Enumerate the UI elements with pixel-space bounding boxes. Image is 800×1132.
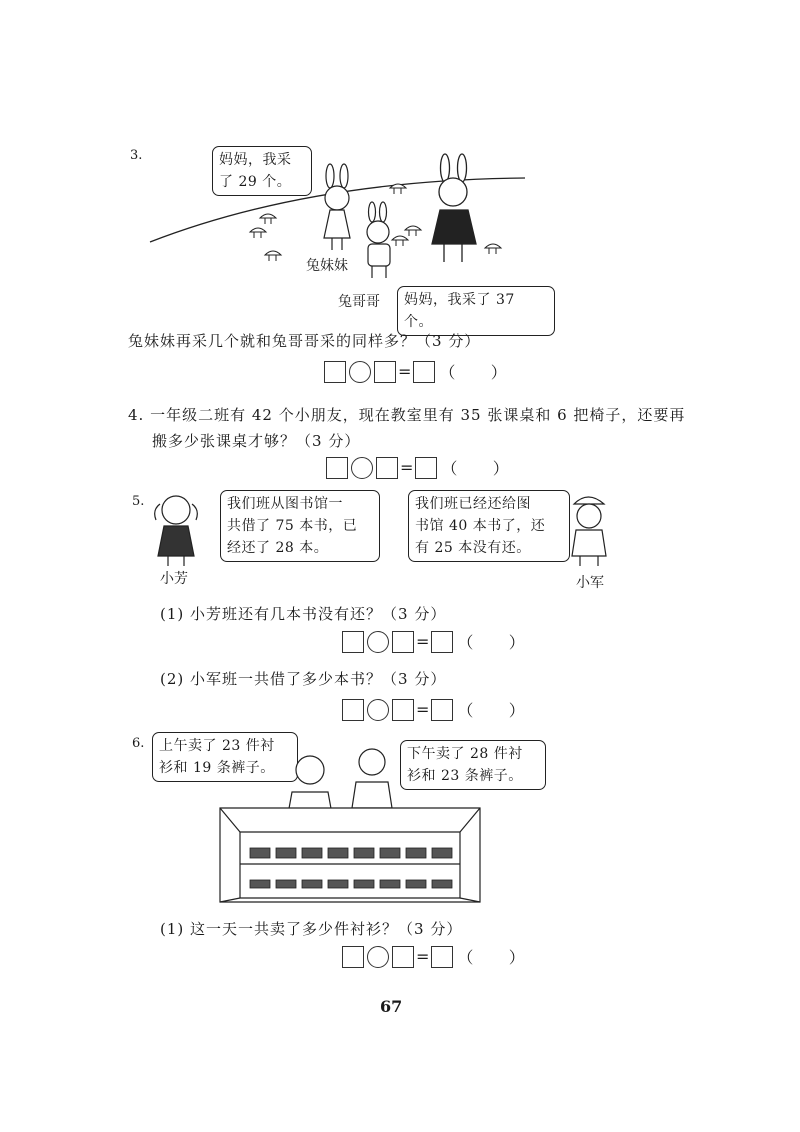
q3-bubble-brother [397,286,555,336]
q6-bubble-pm-text: 下午卖了 28 件衬 衫和 23 条裤子。 [407,746,523,784]
q5-label-jun: 小军 [576,575,604,591]
boy-xiaojun-illustration [560,490,620,570]
answer-box[interactable] [392,699,414,721]
operator-circle[interactable] [367,631,389,653]
q3-bubble-sister [212,146,312,196]
answer-box[interactable] [431,946,453,968]
equals-sign: = [398,362,412,381]
q3-equation [324,360,510,383]
q4-equation [326,456,512,479]
answer-box[interactable] [342,946,364,968]
q3-label-brother: 兔哥哥 [338,294,380,310]
q4-text-line1: 一年级二班有 42 个小朋友，现在教室里有 35 张课桌和 6 把椅子，还要再 [150,406,686,424]
rabbit-sister [324,164,350,250]
q3-number: 3. [130,148,143,163]
q4-line2: 搬多少张课桌才够？（3 分） [152,432,361,450]
rabbit-mother [432,154,476,262]
unit-blank[interactable]: （ ） [457,701,528,720]
q5-label-fang: 小芳 [160,571,188,587]
answer-box[interactable] [324,361,346,383]
q5-number: 5. [132,494,145,509]
operator-circle[interactable] [367,699,389,721]
q5-bubble-jun-text: 我们班已经还给图 书馆 40 本书了，还 有 25 本没有还。 [415,496,546,556]
q5-bubble-fang-text: 我们班从图书馆一 共借了 75 本书，已 经还了 28 本。 [227,496,358,556]
answer-box[interactable] [374,361,396,383]
equals-sign: = [416,700,430,719]
operator-circle[interactable] [367,946,389,968]
unit-blank[interactable]: （ ） [439,363,510,382]
equals-sign: = [416,947,430,966]
q4-line1 [128,404,685,425]
q6-bubble-am-text: 上午卖了 23 件衬 衫和 19 条裤子。 [159,738,275,776]
q3-question: 兔妹妹再采几个就和兔哥哥采的同样多？（3 分） [128,332,481,350]
answer-box[interactable] [413,361,435,383]
unit-blank[interactable]: （ ） [441,459,512,478]
answer-box[interactable] [431,631,453,653]
q5-bubble-fang [220,490,380,562]
operator-circle[interactable] [349,361,371,383]
equals-sign: = [416,632,430,651]
answer-box[interactable] [415,457,437,479]
rabbit-brother [367,202,390,278]
answer-box[interactable] [392,946,414,968]
girl-xiaofang-illustration [148,490,208,570]
equals-sign: = [400,458,414,477]
q5-sub2: (2) 小军班一共借了多少本书？（3 分） [160,670,447,688]
q3-label-sister: 兔妹妹 [306,258,348,274]
answer-box[interactable] [392,631,414,653]
q6-number: 6. [132,736,145,751]
clothing-counter-illustration [210,740,500,910]
answer-box[interactable] [342,699,364,721]
q3-bubble-brother-text: 妈妈，我采了 37 个。 [404,292,515,330]
q5-sub1: (1) 小芳班还有几本书没有还？（3 分） [160,605,447,623]
q6-sub1: (1) 这一天一共卖了多少件衬衫？（3 分） [160,920,463,938]
answer-box[interactable] [342,631,364,653]
answer-box[interactable] [326,457,348,479]
answer-box[interactable] [376,457,398,479]
q5-sub1-equation [342,630,528,653]
operator-circle[interactable] [351,457,373,479]
unit-blank[interactable]: （ ） [457,633,528,652]
q5-bubble-jun [408,490,570,562]
q3-bubble-sister-text: 妈妈，我采 了 29 个。 [219,152,292,190]
page-number: 67 [380,997,403,1016]
unit-blank[interactable]: （ ） [457,948,528,967]
q6-sub1-equation [342,945,528,968]
q4-number: 4. [128,406,145,424]
q5-sub2-equation [342,698,528,721]
answer-box[interactable] [431,699,453,721]
